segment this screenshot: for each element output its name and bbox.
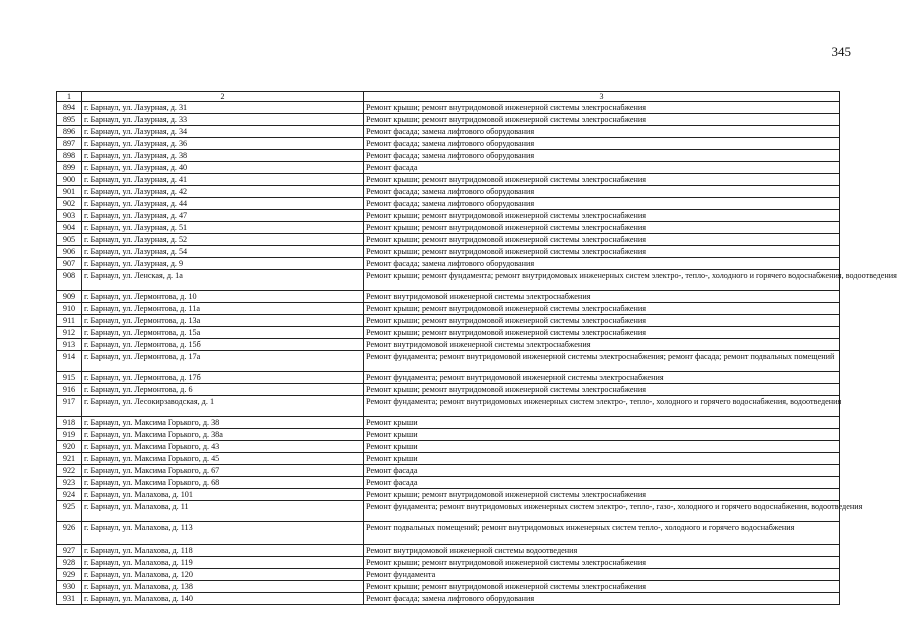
row-number-cell: 909	[57, 291, 82, 303]
work-description-cell: Ремонт внутридомовой инженерной системы электроснабжения	[364, 291, 840, 303]
work-description-cell: Ремонт крыши; ремонт фундамента; ремонт внутридомовых инженерных систем электро-, тепло-, холодного и горячего водоснабжения, водоотведения	[364, 270, 840, 291]
address-cell: г. Барнаул, ул. Малахова, д. 119	[82, 557, 364, 569]
address-cell: г. Барнаул, ул. Лермонтова, д. 15б	[82, 339, 364, 351]
row-number-cell: 916	[57, 384, 82, 396]
address-cell: г. Барнаул, ул. Лазурная, д. 9	[82, 258, 364, 270]
address-cell: г. Барнаул, ул. Лермонтова, д. 6	[82, 384, 364, 396]
address-cell: г. Барнаул, ул. Лермонтова, д. 17б	[82, 372, 364, 384]
work-description-cell: Ремонт крыши; ремонт внутридомовой инженерной системы электроснабжения	[364, 303, 840, 315]
address-cell: г. Барнаул, ул. Лазурная, д. 51	[82, 222, 364, 234]
row-number-cell: 897	[57, 138, 82, 150]
work-description-cell: Ремонт крыши	[364, 417, 840, 429]
row-number-cell: 915	[57, 372, 82, 384]
work-description-cell: Ремонт фасада	[364, 477, 840, 489]
row-number-cell: 908	[57, 270, 82, 291]
table-row	[57, 453, 840, 465]
work-description-cell: Ремонт фасада; замена лифтового оборудования	[364, 258, 840, 270]
row-number-cell: 906	[57, 246, 82, 258]
address-cell: г. Барнаул, ул. Лазурная, д. 33	[82, 114, 364, 126]
table-row	[57, 545, 840, 557]
work-description-cell: Ремонт крыши; ремонт внутридомовой инженерной системы электроснабжения	[364, 210, 840, 222]
address-cell: г. Барнаул, ул. Лазурная, д. 34	[82, 126, 364, 138]
work-description-cell: Ремонт фасада; замена лифтового оборудования	[364, 138, 840, 150]
table-row	[57, 186, 840, 198]
work-description-cell: Ремонт фасада; замена лифтового оборудования	[364, 593, 840, 605]
column-header-work: 3	[364, 92, 840, 102]
column-header-number: 1	[57, 92, 82, 102]
row-number-cell: 902	[57, 198, 82, 210]
row-number-cell: 914	[57, 351, 82, 372]
work-description-cell: Ремонт внутридомовой инженерной системы электроснабжения	[364, 339, 840, 351]
table-row	[57, 569, 840, 581]
row-number-cell: 894	[57, 102, 82, 114]
work-description-cell: Ремонт фасада; замена лифтового оборудования	[364, 150, 840, 162]
table-row	[57, 303, 840, 315]
table-row	[57, 417, 840, 429]
row-number-cell: 896	[57, 126, 82, 138]
address-cell: г. Барнаул, ул. Ленская, д. 1а	[82, 270, 364, 291]
work-description-cell: Ремонт фасада	[364, 162, 840, 174]
table-row	[57, 396, 840, 417]
address-cell: г. Барнаул, ул. Малахова, д. 11	[82, 501, 364, 522]
address-cell: г. Барнаул, ул. Максима Горького, д. 67	[82, 465, 364, 477]
table-row	[57, 315, 840, 327]
address-cell: г. Барнаул, ул. Лесокирзаводская, д. 1	[82, 396, 364, 417]
address-cell: г. Барнаул, ул. Лазурная, д. 42	[82, 186, 364, 198]
table-body	[57, 102, 897, 605]
row-number-cell: 904	[57, 222, 82, 234]
repair-registry-table	[56, 91, 897, 605]
column-header-address: 2	[82, 92, 364, 102]
row-number-cell: 913	[57, 339, 82, 351]
address-cell: г. Барнаул, ул. Максима Горького, д. 68	[82, 477, 364, 489]
row-number-cell: 901	[57, 186, 82, 198]
row-number-cell: 920	[57, 441, 82, 453]
table-row	[57, 465, 840, 477]
work-description-cell: Ремонт фундамента; ремонт внутридомовой инженерной системы электроснабжения; ремонт фасада; ремонт подвальных помещений	[364, 351, 840, 372]
table-row	[57, 372, 840, 384]
table-row	[57, 270, 840, 291]
address-cell: г. Барнаул, ул. Максима Горького, д. 45	[82, 453, 364, 465]
row-number-cell: 927	[57, 545, 82, 557]
row-number-cell: 900	[57, 174, 82, 186]
work-description-cell: Ремонт крыши; ремонт внутридомовой инженерной системы электроснабжения	[364, 174, 840, 186]
table-row	[57, 477, 840, 489]
row-number-cell: 895	[57, 114, 82, 126]
address-cell: г. Барнаул, ул. Максима Горького, д. 43	[82, 441, 364, 453]
table-row	[57, 339, 840, 351]
address-cell: г. Барнаул, ул. Максима Горького, д. 38	[82, 417, 364, 429]
address-cell: г. Барнаул, ул. Малахова, д. 120	[82, 569, 364, 581]
row-number-cell: 899	[57, 162, 82, 174]
address-cell: г. Барнаул, ул. Максима Горького, д. 38а	[82, 429, 364, 441]
address-cell: г. Барнаул, ул. Малахова, д. 138	[82, 581, 364, 593]
address-cell: г. Барнаул, ул. Лазурная, д. 40	[82, 162, 364, 174]
row-number-cell: 931	[57, 593, 82, 605]
table-row	[57, 198, 840, 210]
table-row	[57, 291, 840, 303]
table-row	[57, 327, 840, 339]
page-number: 345	[831, 44, 851, 59]
table-row	[57, 593, 840, 605]
address-cell: г. Барнаул, ул. Лермонтова, д. 10	[82, 291, 364, 303]
work-description-cell: Ремонт фундамента; ремонт внутридомовых инженерных систем электро-, тепло-, газо-, холодного и горячего водоснабжения, водоотведения	[364, 501, 840, 522]
work-description-cell: Ремонт крыши; ремонт внутридомовой инженерной системы электроснабжения	[364, 315, 840, 327]
work-description-cell: Ремонт крыши; ремонт внутридомовой инженерной системы электроснабжения	[364, 581, 840, 593]
address-cell: г. Барнаул, ул. Лазурная, д. 31	[82, 102, 364, 114]
work-description-cell: Ремонт крыши	[364, 453, 840, 465]
row-number-cell: 923	[57, 477, 82, 489]
table-row	[57, 150, 840, 162]
address-cell: г. Барнаул, ул. Лазурная, д. 44	[82, 198, 364, 210]
address-cell: г. Барнаул, ул. Малахова, д. 140	[82, 593, 364, 605]
work-description-cell: Ремонт крыши; ремонт внутридомовой инженерной системы электроснабжения	[364, 114, 840, 126]
work-description-cell: Ремонт фасада; замена лифтового оборудования	[364, 186, 840, 198]
row-number-cell: 917	[57, 396, 82, 417]
table-row	[57, 441, 840, 453]
table-row	[57, 557, 840, 569]
work-description-cell: Ремонт крыши; ремонт внутридомовой инженерной системы электроснабжения	[364, 234, 840, 246]
table-row	[57, 234, 840, 246]
work-description-cell: Ремонт крыши; ремонт внутридомовой инженерной системы электроснабжения	[364, 102, 840, 114]
address-cell: г. Барнаул, ул. Малахова, д. 113	[82, 522, 364, 545]
row-number-cell: 907	[57, 258, 82, 270]
row-number-cell: 929	[57, 569, 82, 581]
row-number-cell: 898	[57, 150, 82, 162]
work-description-cell: Ремонт крыши; ремонт внутридомовой инженерной системы электроснабжения	[364, 327, 840, 339]
address-cell: г. Барнаул, ул. Лермонтова, д. 15а	[82, 327, 364, 339]
address-cell: г. Барнаул, ул. Лазурная, д. 38	[82, 150, 364, 162]
row-number-cell: 926	[57, 522, 82, 545]
row-number-cell: 910	[57, 303, 82, 315]
row-number-cell: 928	[57, 557, 82, 569]
address-cell: г. Барнаул, ул. Лермонтова, д. 17а	[82, 351, 364, 372]
work-description-cell: Ремонт фасада; замена лифтового оборудования	[364, 198, 840, 210]
table-row	[57, 351, 840, 372]
table-row	[57, 222, 840, 234]
table-row	[57, 174, 840, 186]
work-description-cell: Ремонт крыши; ремонт внутридомовой инженерной системы электроснабжения	[364, 489, 840, 501]
work-description-cell: Ремонт фасада	[364, 465, 840, 477]
table-row	[57, 429, 840, 441]
work-description-cell: Ремонт фундамента; ремонт внутридомовых инженерных систем электро-, тепло-, холодного и горячего водоснабжения, водоотведения	[364, 396, 840, 417]
address-cell: г. Барнаул, ул. Лазурная, д. 52	[82, 234, 364, 246]
row-number-cell: 903	[57, 210, 82, 222]
row-number-cell: 921	[57, 453, 82, 465]
table-row	[57, 114, 840, 126]
table-row	[57, 384, 840, 396]
row-number-cell: 919	[57, 429, 82, 441]
work-description-cell: Ремонт фундамента	[364, 569, 840, 581]
row-number-cell: 922	[57, 465, 82, 477]
address-cell: г. Барнаул, ул. Лазурная, д. 36	[82, 138, 364, 150]
row-number-cell: 918	[57, 417, 82, 429]
work-description-cell: Ремонт крыши; ремонт внутридомовой инженерной системы электроснабжения	[364, 246, 840, 258]
address-cell: г. Барнаул, ул. Малахова, д. 101	[82, 489, 364, 501]
work-description-cell: Ремонт крыши	[364, 429, 840, 441]
row-number-cell: 912	[57, 327, 82, 339]
work-description-cell: Ремонт крыши; ремонт внутридомовой инженерной системы электроснабжения	[364, 557, 840, 569]
row-number-cell: 925	[57, 501, 82, 522]
table-row	[57, 258, 840, 270]
table-row	[57, 246, 840, 258]
address-cell: г. Барнаул, ул. Лермонтова, д. 13а	[82, 315, 364, 327]
work-description-cell: Ремонт крыши; ремонт внутридомовой инженерной системы электроснабжения	[364, 384, 840, 396]
address-cell: г. Барнаул, ул. Лазурная, д. 54	[82, 246, 364, 258]
work-description-cell: Ремонт фундамента; ремонт внутридомовой инженерной системы электроснабжения	[364, 372, 840, 384]
row-number-cell: 930	[57, 581, 82, 593]
work-description-cell: Ремонт фасада; замена лифтового оборудования	[364, 126, 840, 138]
table-row	[57, 102, 840, 114]
work-description-cell: Ремонт внутридомовой инженерной системы водоотведения	[364, 545, 840, 557]
table-row	[57, 581, 840, 593]
address-cell: г. Барнаул, ул. Лазурная, д. 47	[82, 210, 364, 222]
table-row	[57, 162, 840, 174]
work-description-cell: Ремонт подвальных помещений; ремонт внутридомовых инженерных систем тепло-, холодного и горячего водоснабжения	[364, 522, 840, 545]
table-row	[57, 138, 840, 150]
table-row	[57, 522, 840, 545]
table-row	[57, 501, 840, 522]
table-row	[57, 126, 840, 138]
table-row	[57, 489, 840, 501]
table-header-row	[57, 92, 840, 102]
row-number-cell: 924	[57, 489, 82, 501]
table-row	[57, 210, 840, 222]
row-number-cell: 911	[57, 315, 82, 327]
work-description-cell: Ремонт крыши	[364, 441, 840, 453]
work-description-cell: Ремонт крыши; ремонт внутридомовой инженерной системы электроснабжения	[364, 222, 840, 234]
address-cell: г. Барнаул, ул. Лермонтова, д. 11а	[82, 303, 364, 315]
row-number-cell: 905	[57, 234, 82, 246]
address-cell: г. Барнаул, ул. Малахова, д. 118	[82, 545, 364, 557]
address-cell: г. Барнаул, ул. Лазурная, д. 41	[82, 174, 364, 186]
